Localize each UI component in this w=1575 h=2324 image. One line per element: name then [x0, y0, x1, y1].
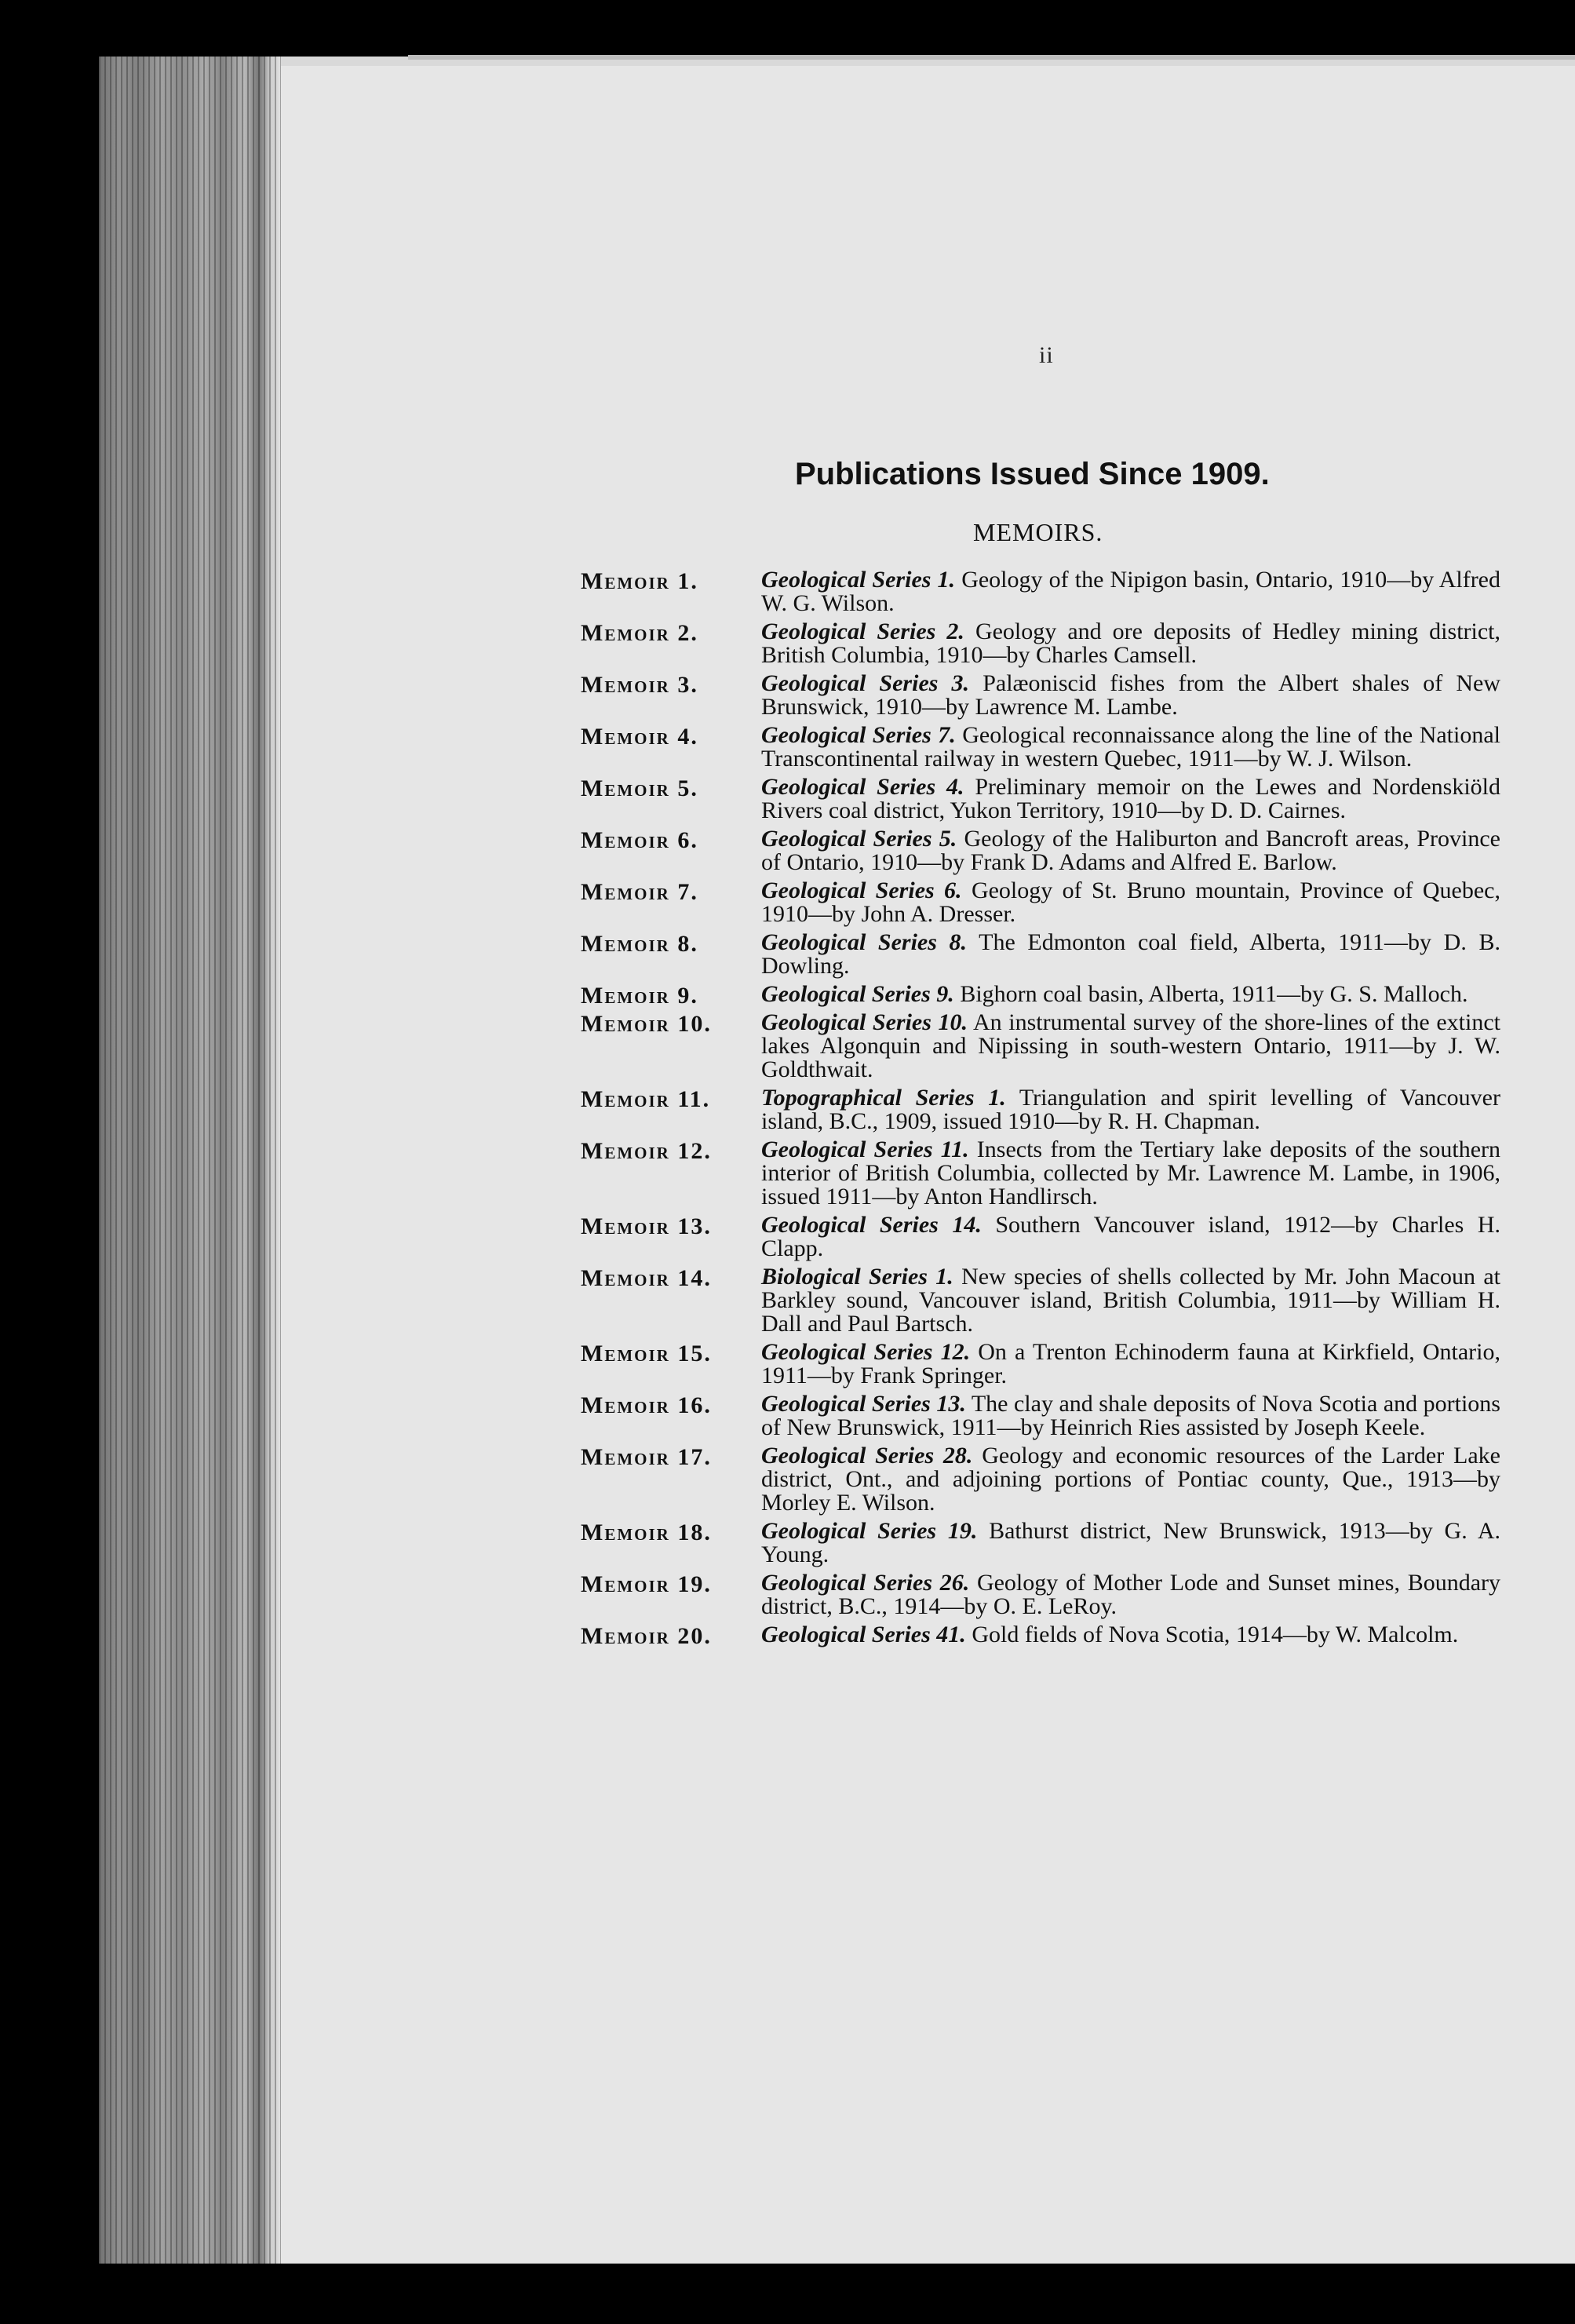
memoir-series: Geological Series 19.	[761, 1518, 978, 1544]
memoir-entry	[581, 620, 1500, 667]
memoir-label: Memoir 19.	[581, 1571, 712, 1597]
memoir-label: Memoir 9.	[581, 983, 698, 1009]
memoir-text: The Edmonton coal field, Alberta, 1911—by D. B. Dowling.	[761, 929, 1500, 979]
memoir-description	[761, 1520, 1500, 1567]
memoir-label: Memoir 11.	[581, 1086, 711, 1112]
memoir-series: Geological Series 7.	[761, 722, 956, 748]
memoir-label: Memoir 1.	[581, 568, 698, 594]
memoir-entry	[581, 1265, 1500, 1336]
memoir-description	[761, 672, 1500, 719]
memoir-series: Geological Series 2.	[761, 618, 964, 644]
memoir-series: Geological Series 3.	[761, 670, 970, 696]
memoir-series: Geological Series 6.	[761, 877, 962, 903]
memoir-label: Memoir 13.	[581, 1213, 712, 1239]
memoir-series: Geological Series 10.	[761, 1009, 968, 1035]
memoir-series: Geological Series 26.	[761, 1570, 970, 1596]
memoir-text: Palæoniscid fishes from the Albert shales of New Brunswick, 1910—by Lawrence M. Lambe.	[761, 670, 1500, 720]
memoir-entry	[581, 724, 1500, 771]
memoir-text: Insects from the Tertiary lake deposits of the southern interior of British Columbia, collected by Mr. Lawrence M. Lambe, in 1906, issued 1911—by Anton Handlirsch.	[761, 1136, 1500, 1209]
memoir-description	[761, 1444, 1500, 1515]
memoir-series: Biological Series 1.	[761, 1264, 953, 1290]
memoir-entry	[581, 1341, 1500, 1388]
memoir-label: Memoir 6.	[581, 827, 698, 853]
memoir-description	[761, 1392, 1500, 1439]
memoir-label: Memoir 20.	[581, 1623, 712, 1649]
memoir-description	[761, 724, 1500, 771]
memoir-series: Geological Series 9.	[761, 981, 954, 1007]
memoir-entry	[581, 672, 1500, 719]
memoir-entry	[581, 931, 1500, 978]
memoir-entry	[581, 1138, 1500, 1209]
memoir-entry	[581, 827, 1500, 874]
memoir-description	[761, 1623, 1500, 1647]
memoir-label: Memoir 5.	[581, 775, 698, 801]
page-number: ii	[1039, 342, 1054, 368]
memoir-label: Memoir 2.	[581, 620, 698, 646]
memoir-series: Geological Series 8.	[761, 929, 968, 955]
memoir-label: Memoir 16.	[581, 1392, 712, 1418]
memoir-entry	[581, 1623, 1500, 1647]
memoir-series: Geological Series 1.	[761, 567, 956, 593]
memoir-text: Gold fields of Nova Scotia, 1914—by W. Malcolm.	[972, 1622, 1459, 1647]
memoir-description	[761, 1086, 1500, 1133]
memoir-text: Triangulation and spirit levelling of Vancouver island, B.C., 1909, issued 1910—by R. H. Chapman.	[761, 1085, 1500, 1134]
memoir-list	[581, 568, 1500, 1651]
memoir-label: Memoir 3.	[581, 672, 698, 698]
memoir-text: An instrumental survey of the shore-lines of the extinct lakes Algonquin and Nipissing in south-western Ontario, 1911—by J. W. Goldthwait.	[761, 1009, 1500, 1082]
memoir-description	[761, 931, 1500, 978]
memoir-entry	[581, 1392, 1500, 1439]
memoir-description	[761, 1011, 1500, 1082]
memoir-label: Memoir 7.	[581, 879, 698, 905]
memoir-text: Geology of Mother Lode and Sunset mines, Boundary district, B.C., 1914—by O. E. LeRoy.	[761, 1570, 1501, 1619]
memoir-label: Memoir 10.	[581, 1011, 712, 1037]
memoir-text: Geology and economic resources of the Larder Lake district, Ont., and adjoining portions of Pontiac county, Que., 1913—by Morley E. Wilson.	[761, 1443, 1500, 1516]
memoir-label: Memoir 18.	[581, 1520, 712, 1545]
memoir-label: Memoir 4.	[581, 724, 698, 750]
memoir-description	[761, 879, 1500, 926]
memoir-text: Geological reconnaissance along the line of the National Transcontinental railway in western Quebec, 1911—by W. J. Wilson.	[761, 722, 1500, 772]
memoir-entry	[581, 568, 1500, 615]
memoir-text: New species of shells collected by Mr. John Macoun at Barkley sound, Vancouver island, British Columbia, 1911—by William H. Dall and Paul Bartsch.	[761, 1264, 1501, 1337]
memoir-entry	[581, 1011, 1500, 1082]
memoir-text: On a Trenton Echinoderm fauna at Kirkfield, Ontario, 1911—by Frank Springer.	[761, 1339, 1501, 1388]
memoir-series: Geological Series 11.	[761, 1136, 969, 1162]
memoir-description	[761, 620, 1500, 667]
memoir-label: Memoir 17.	[581, 1444, 712, 1470]
memoir-label: Memoir 14.	[581, 1265, 712, 1291]
memoir-description	[761, 1341, 1500, 1388]
memoir-text: Preliminary memoir on the Lewes and Nordenskiöld Rivers coal district, Yukon Territory, 1910—by D. D. Cairnes.	[761, 774, 1501, 823]
memoir-entry	[581, 1520, 1500, 1567]
memoir-series: Geological Series 4.	[761, 774, 964, 800]
memoir-series: Geological Series 12.	[761, 1339, 971, 1365]
memoir-description	[761, 1213, 1500, 1261]
page-edge-lines	[99, 57, 281, 2264]
memoir-description	[761, 1571, 1500, 1618]
memoir-text: Bighorn coal basin, Alberta, 1911—by G. S. Malloch.	[960, 981, 1468, 1007]
memoir-text: Geology of the Haliburton and Bancroft areas, Province of Ontario, 1910—by Frank D. Adams and Alfred E. Barlow.	[761, 826, 1500, 875]
memoir-series: Geological Series 5.	[761, 826, 957, 852]
section-heading: MEMOIRS.	[973, 518, 1103, 546]
memoir-label: Memoir 15.	[581, 1341, 712, 1366]
memoir-text: Southern Vancouver island, 1912—by Charles H. Clapp.	[761, 1212, 1500, 1261]
memoir-label: Memoir 12.	[581, 1138, 712, 1164]
memoir-description	[761, 1265, 1500, 1336]
memoir-series: Geological Series 14.	[761, 1212, 982, 1238]
memoir-label: Memoir 8.	[581, 931, 698, 957]
memoir-entry	[581, 1086, 1500, 1133]
memoir-entry	[581, 775, 1500, 823]
memoir-text: Geology of St. Bruno mountain, Province of Quebec, 1910—by John A. Dresser.	[761, 877, 1500, 927]
memoir-text: Geology of the Nipigon basin, Ontario, 1910—by Alfred W. G. Wilson.	[761, 567, 1500, 616]
page-title: Publications Issued Since 1909.	[795, 457, 1270, 491]
memoir-series: Geological Series 41.	[761, 1622, 966, 1647]
memoir-series: Geological Series 13.	[761, 1391, 966, 1417]
top-page-edge	[408, 55, 1575, 60]
memoir-text: Geology and ore deposits of Hedley mining district, British Columbia, 1910—by Charles Camsell.	[761, 618, 1500, 668]
memoir-series: Geological Series 28.	[761, 1443, 973, 1468]
memoir-description	[761, 1138, 1500, 1209]
memoir-entry	[581, 1213, 1500, 1261]
memoir-description	[761, 568, 1500, 615]
memoir-entry	[581, 879, 1500, 926]
memoir-entry	[581, 1571, 1500, 1618]
memoir-description	[761, 775, 1500, 823]
memoir-entry	[581, 981, 1500, 1009]
memoir-text: The clay and shale deposits of Nova Scotia and portions of New Brunswick, 1911—by Heinrich Ries assisted by Joseph Keele.	[761, 1391, 1500, 1440]
memoir-text: Bathurst district, New Brunswick, 1913—by G. A. Young.	[761, 1518, 1500, 1567]
memoir-description	[761, 827, 1500, 874]
memoir-description	[761, 983, 1500, 1006]
memoir-entry	[581, 1444, 1500, 1515]
memoir-series: Topographical Series 1.	[761, 1085, 1006, 1111]
